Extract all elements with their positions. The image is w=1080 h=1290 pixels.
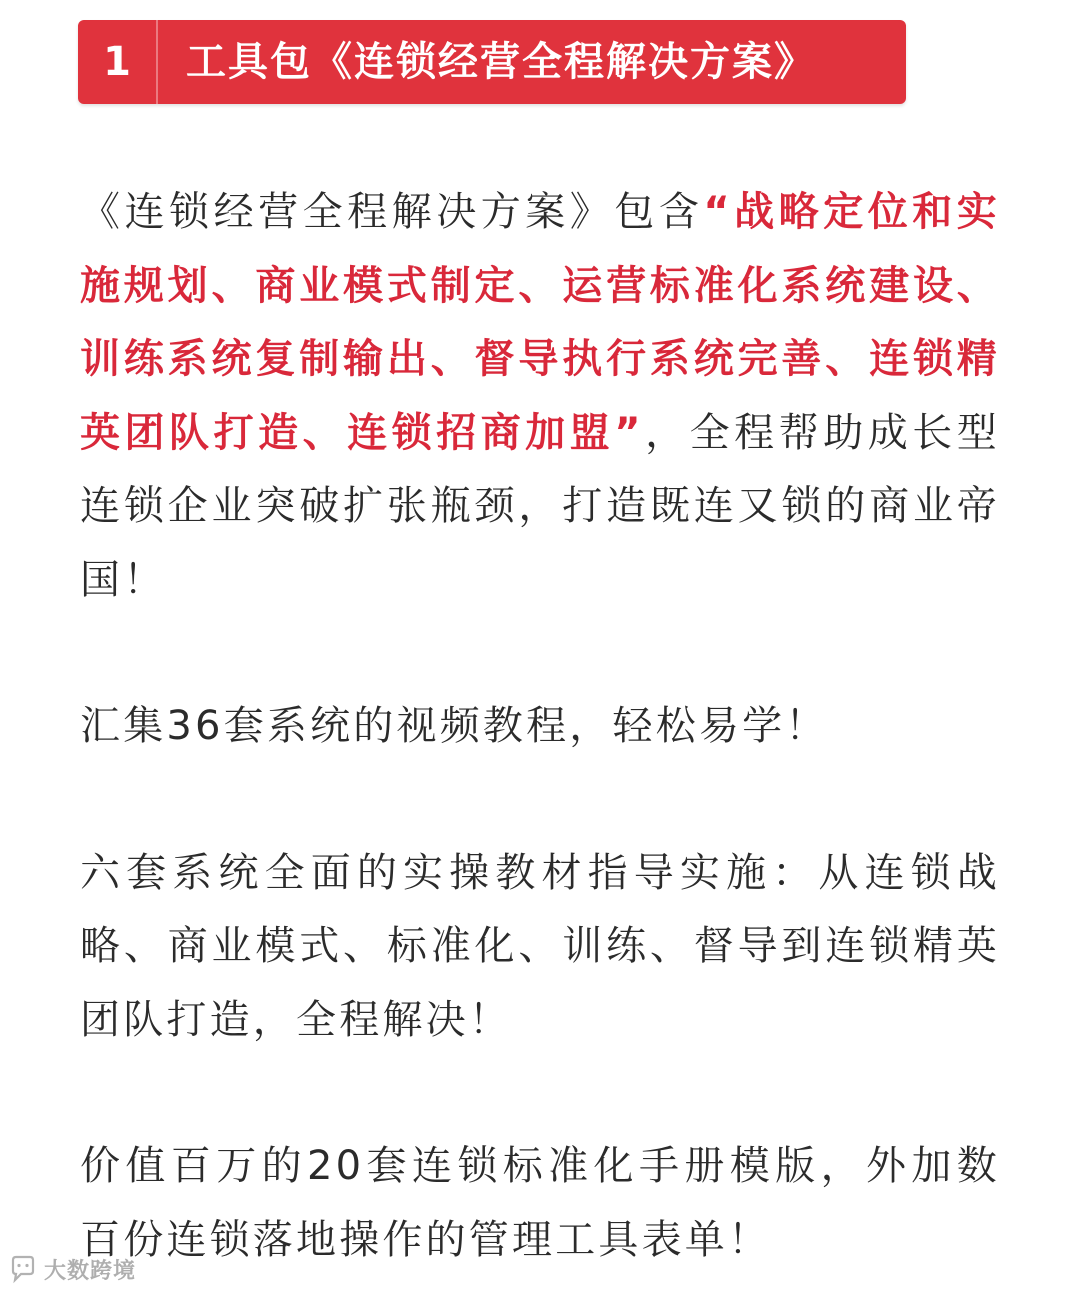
article-body <box>80 176 1000 1277</box>
section-number: 1 <box>103 39 131 85</box>
paragraph-six-systems: 六套系统全面的实操教材指导实施：从连锁战略、商业模式、标准化、训练、督导到连锁精英团队打造，全程解决！ <box>80 849 1000 1043</box>
intro-text: 《连锁经营全程解决方案》包含 <box>80 189 704 235</box>
highlighted-scope: “战略定位和实施规划、商业模式制定、运营标准化系统建设、训练系统复制输出、督导执行系统完善、连锁精英团队打造、连锁招商加盟” <box>80 189 1000 456</box>
watermark <box>8 1252 136 1286</box>
section-title: 工具包《连锁经营全程解决方案》 <box>186 39 816 85</box>
intro-rest-text: ，全程帮助成长型连锁企业突破扩张瓶颈，打造既连又锁的商业帝国！ <box>80 409 1000 603</box>
paragraph-video-tutorials: 汇集36套系统的视频教程，轻松易学！ <box>80 703 829 749</box>
watermark-text: 大数跨境 <box>44 1258 137 1284</box>
header-divider <box>156 20 158 104</box>
paragraph-manual-templates: 价值百万的20套连锁标准化手册模版，外加数百份连锁落地操作的管理工具表单！ <box>80 1143 1000 1263</box>
section-header <box>78 20 906 104</box>
chat-bubble-logo-icon <box>8 1254 38 1284</box>
paragraph-intro <box>80 176 1000 617</box>
